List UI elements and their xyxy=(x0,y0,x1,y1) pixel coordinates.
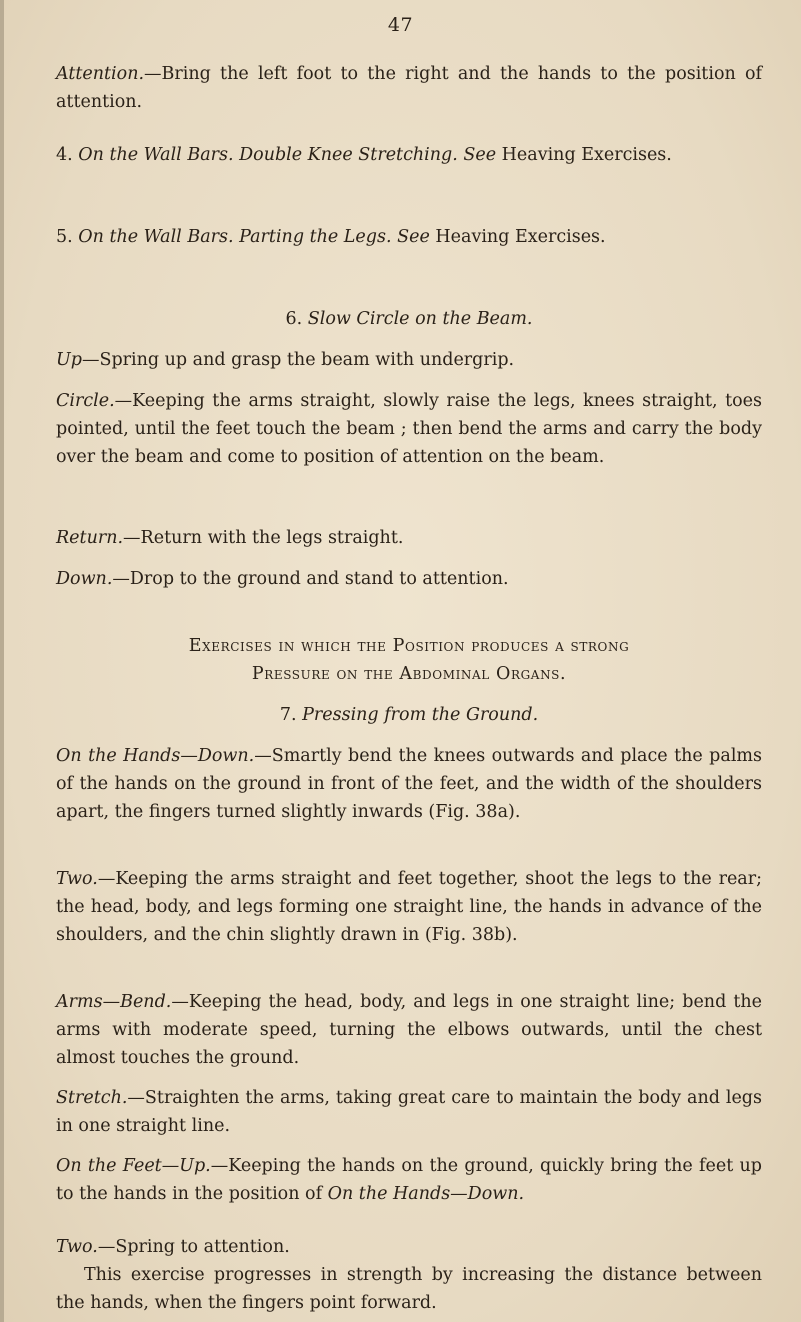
command-label: Two. xyxy=(56,1237,98,1257)
paragraph-down xyxy=(56,565,762,593)
paragraph-text: —Smartly bend the knees outwards and place the palms of the hands on the ground in front of the feet, and the width of the shoulders apart, the fingers turned slightly inwards (Fig. 38a). xyxy=(56,746,762,822)
paragraph-circle xyxy=(56,387,762,471)
paragraph-text: —Keeping the hands on the ground, quickly bring the feet up to the hands in the position of xyxy=(56,1156,762,1204)
paragraph-text: —Spring up and grasp the beam with undergrip. xyxy=(81,350,515,370)
paragraph-text: —Straighten the arms, taking great care to maintain the body and legs in one straight line. xyxy=(56,1088,762,1136)
paragraph-text: —Keeping the arms straight and feet together, shoot the legs to the rear; the head, body, and legs forming one straight line, the hands in advance of the shoulders, and the chin slightly drawn in (Fig. 38b). xyxy=(56,869,762,945)
exercise-name: Double Knee Stretching. xyxy=(239,145,458,165)
paragraph-text: —Spring to attention. xyxy=(97,1237,290,1257)
command-label: Circle. xyxy=(56,391,115,411)
command-label: On the Feet—Up. xyxy=(56,1156,211,1176)
paragraph-arms-bend xyxy=(56,988,762,1072)
command-label: Attention. xyxy=(56,64,145,84)
section-heading-line: Exercises in which the Position produces a strong xyxy=(188,636,630,656)
item-number: 5. xyxy=(56,227,73,247)
exercise-title: Pressing from the Ground. xyxy=(302,705,539,725)
cross-reference: Heaving Exercises. xyxy=(435,227,606,247)
command-label: Return. xyxy=(56,528,124,548)
item-6-heading xyxy=(56,305,762,333)
paragraph-up xyxy=(56,346,762,374)
paragraph-two xyxy=(56,865,762,949)
paragraph-text: —Keeping the head, body, and legs in one straight line; bend the arms with moderate speed, turning the elbows outwards, until the chest almost touches the ground. xyxy=(56,992,762,1068)
paragraph-on-the-feet xyxy=(56,1152,762,1208)
paragraph-text: —Return with the legs straight. xyxy=(123,528,404,548)
item-number: 4. xyxy=(56,145,73,165)
exercise-name: Parting the Legs. xyxy=(239,227,392,247)
exercise-title: Slow Circle on the Beam. xyxy=(307,309,533,329)
paragraph-text: —Bring the left foot to the right and the hands to the position of attention. xyxy=(56,64,762,112)
item-number: 6. xyxy=(285,309,303,329)
command-label: Arms—Bend. xyxy=(56,992,172,1012)
command-label: On the Hands—Down. xyxy=(56,746,255,766)
cross-reference: Heaving Exercises. xyxy=(501,145,672,165)
command-label: Up xyxy=(56,350,82,370)
see-label: See xyxy=(397,227,430,247)
command-label: Down. xyxy=(56,569,113,589)
item-7-heading xyxy=(56,701,762,729)
paragraph-closing: This exercise progresses in strength by increasing the distance between the hands, when the fingers point forward. xyxy=(56,1265,762,1313)
command-label: Stretch. xyxy=(56,1088,128,1108)
section-heading xyxy=(56,632,762,688)
paragraph-return xyxy=(56,524,762,552)
item-number: 7. xyxy=(279,705,297,725)
section-heading-line: Pressure on the Abdominal Organs. xyxy=(251,664,567,684)
paragraph-attention xyxy=(56,60,762,116)
page-edge xyxy=(0,0,4,1322)
paragraph-stretch xyxy=(56,1084,762,1140)
apparatus-label: On the Wall Bars. xyxy=(78,227,234,247)
paragraph-text: —Drop to the ground and stand to attention. xyxy=(112,569,509,589)
see-label: See xyxy=(463,145,497,165)
command-label: Two. xyxy=(56,869,98,889)
cross-reference: On the Hands—Down. xyxy=(327,1184,525,1204)
paragraph-two-spring xyxy=(56,1233,762,1261)
item-4 xyxy=(56,141,794,169)
page-number: 47 xyxy=(387,14,414,36)
apparatus-label: On the Wall Bars. xyxy=(78,145,234,165)
paragraph-on-the-hands xyxy=(56,742,762,826)
paragraph-text: —Keeping the arms straight, slowly raise the legs, knees straight, toes pointed, until the feet touch the beam ; then bend the arms and carry the body over the beam and come to position of attention on the beam. xyxy=(56,391,762,467)
item-5 xyxy=(56,223,794,251)
